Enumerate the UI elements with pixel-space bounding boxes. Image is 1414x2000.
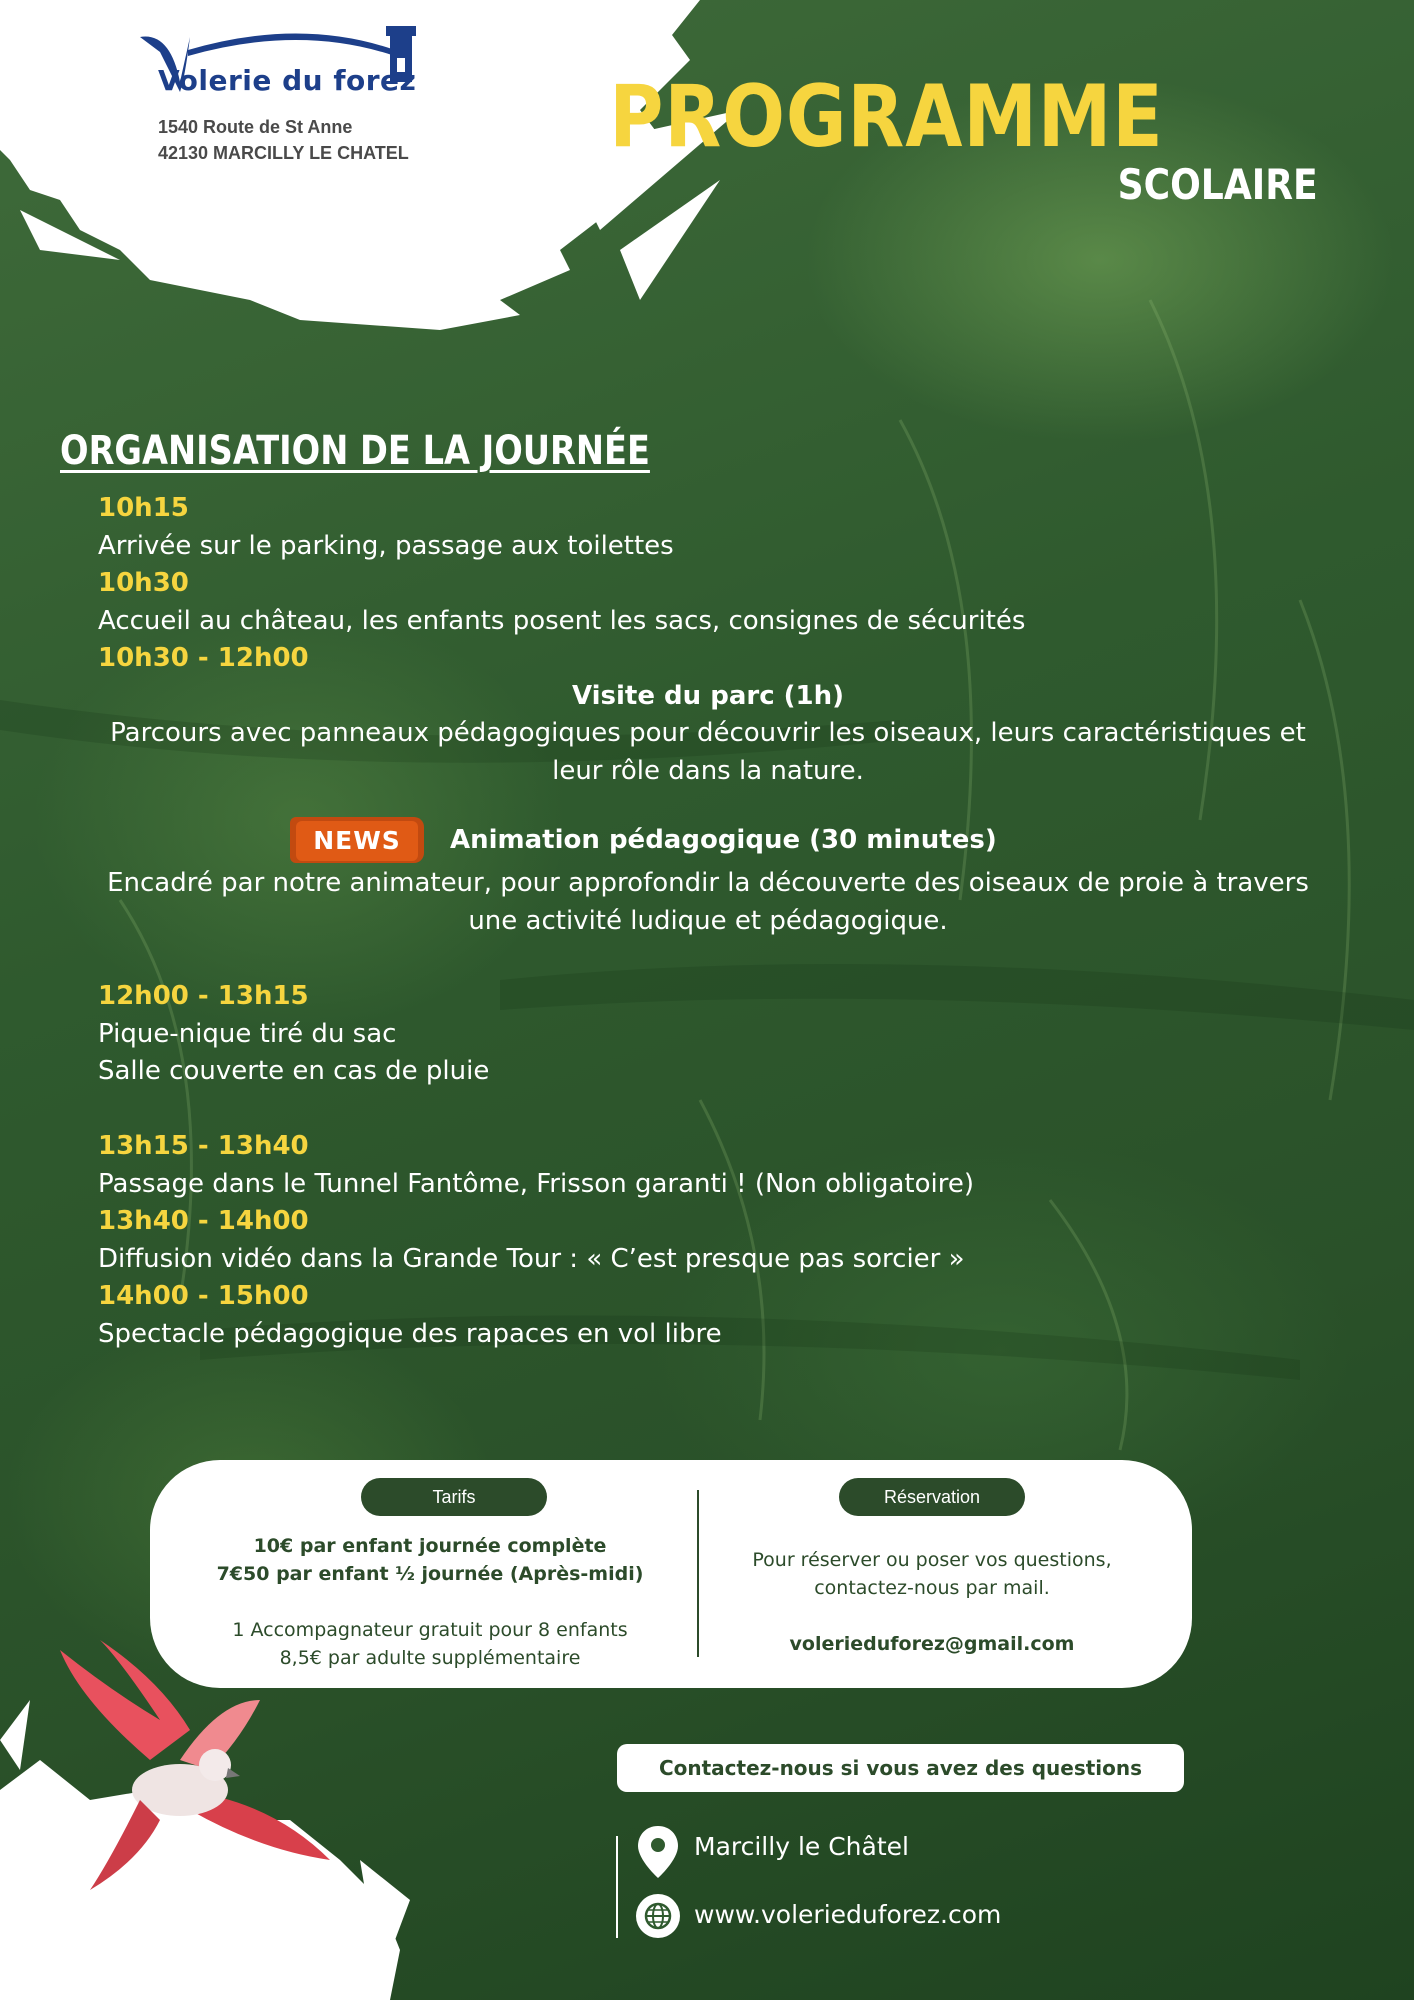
time-slot: 12h00 - 13h15 <box>98 981 309 1011</box>
slot-text: Diffusion vidéo dans la Grande Tour : « C’est presque pas sorcier » <box>98 1243 965 1274</box>
address <box>158 114 409 166</box>
card-divider <box>697 1490 699 1657</box>
map-pin-icon <box>638 1826 678 1878</box>
email-link[interactable]: volerieduforez@gmail.com <box>789 1633 1075 1655</box>
brush-splash-5 <box>0 1700 30 1770</box>
schedule-block-lunch <box>98 978 1318 1091</box>
slot-text: Pique-nique tiré du sac <box>98 1018 397 1049</box>
address-line-2: 42130 MARCILLY LE CHATEL <box>158 143 409 163</box>
section-heading: ORGANISATION DE LA JOURNÉE <box>60 428 650 474</box>
news-badge-label: NEWS <box>313 826 401 855</box>
reservation-pill: Réservation <box>839 1478 1025 1516</box>
reservation-text-1: Pour réserver ou poser vos questions, <box>752 1549 1112 1571</box>
animation-title: Animation pédagogique (30 minutes) <box>450 825 997 855</box>
animation-description <box>98 865 1318 940</box>
news-badge <box>290 817 426 863</box>
schedule-block-morning <box>98 490 1318 790</box>
logo-arc <box>188 34 395 57</box>
time-slot: 13h15 - 13h40 <box>98 1131 309 1161</box>
adult-price-note: 8,5€ par adulte supplémentaire <box>279 1647 581 1669</box>
companion-note: 1 Accompagnateur gratuit pour 8 enfants <box>232 1619 628 1641</box>
logo-text: Volerie du forez <box>158 64 417 97</box>
page-title: PROGRAMME <box>609 67 1164 167</box>
website-link[interactable]: www.volerieduforez.com <box>694 1900 1002 1929</box>
animation-row <box>98 817 1318 871</box>
schedule-block-afternoon <box>98 1128 1318 1353</box>
time-slot: 13h40 - 14h00 <box>98 1206 309 1236</box>
time-slot: 10h30 - 12h00 <box>98 643 309 673</box>
animation-text-1: Encadré par notre animateur, pour approfondir la découverte des oiseaux de proie à travers <box>107 868 1309 898</box>
tarifs-pill: Tarifs <box>361 1478 547 1516</box>
contact-bar: Contactez-nous si vous avez des questions <box>617 1744 1184 1792</box>
slot-text: Spectacle pédagogique des rapaces en vol libre <box>98 1318 722 1349</box>
price-full-day: 10€ par enfant journée complète <box>253 1535 607 1557</box>
reservation-text-2: contactez-nous par mail. <box>814 1577 1050 1599</box>
location-text: Marcilly le Châtel <box>694 1832 909 1861</box>
time-slot: 14h00 - 15h00 <box>98 1281 309 1311</box>
slot-text: Accueil au château, les enfants posent les sacs, consignes de sécurités <box>98 605 1026 636</box>
tarifs-column <box>190 1532 670 1672</box>
slot-text: Passage dans le Tunnel Fantôme, Frisson garanti ! (Non obligatoire) <box>98 1168 974 1199</box>
visit-text-2: leur rôle dans la nature. <box>552 755 864 786</box>
visit-title: Visite du parc (1h) <box>571 680 845 711</box>
time-slot: 10h15 <box>98 493 189 523</box>
address-line-1: 1540 Route de St Anne <box>158 117 353 137</box>
time-slot: 10h30 <box>98 568 189 598</box>
visit-text-1: Parcours avec panneaux pédagogiques pour découvrir les oiseaux, leurs caractéristiques et <box>110 718 1306 748</box>
reservation-column <box>705 1546 1159 1658</box>
contact-line <box>616 1836 618 1938</box>
page-subtitle: SCOLAIRE <box>1117 160 1318 209</box>
globe-icon <box>636 1894 680 1938</box>
price-half-day: 7€50 par enfant ½ journée (Après-midi) <box>216 1563 644 1585</box>
slot-text: Arrivée sur le parking, passage aux toilettes <box>98 530 674 561</box>
animation-text-2: une activité ludique et pédagogique. <box>468 905 948 936</box>
slot-text: Salle couverte en cas de pluie <box>98 1056 490 1086</box>
